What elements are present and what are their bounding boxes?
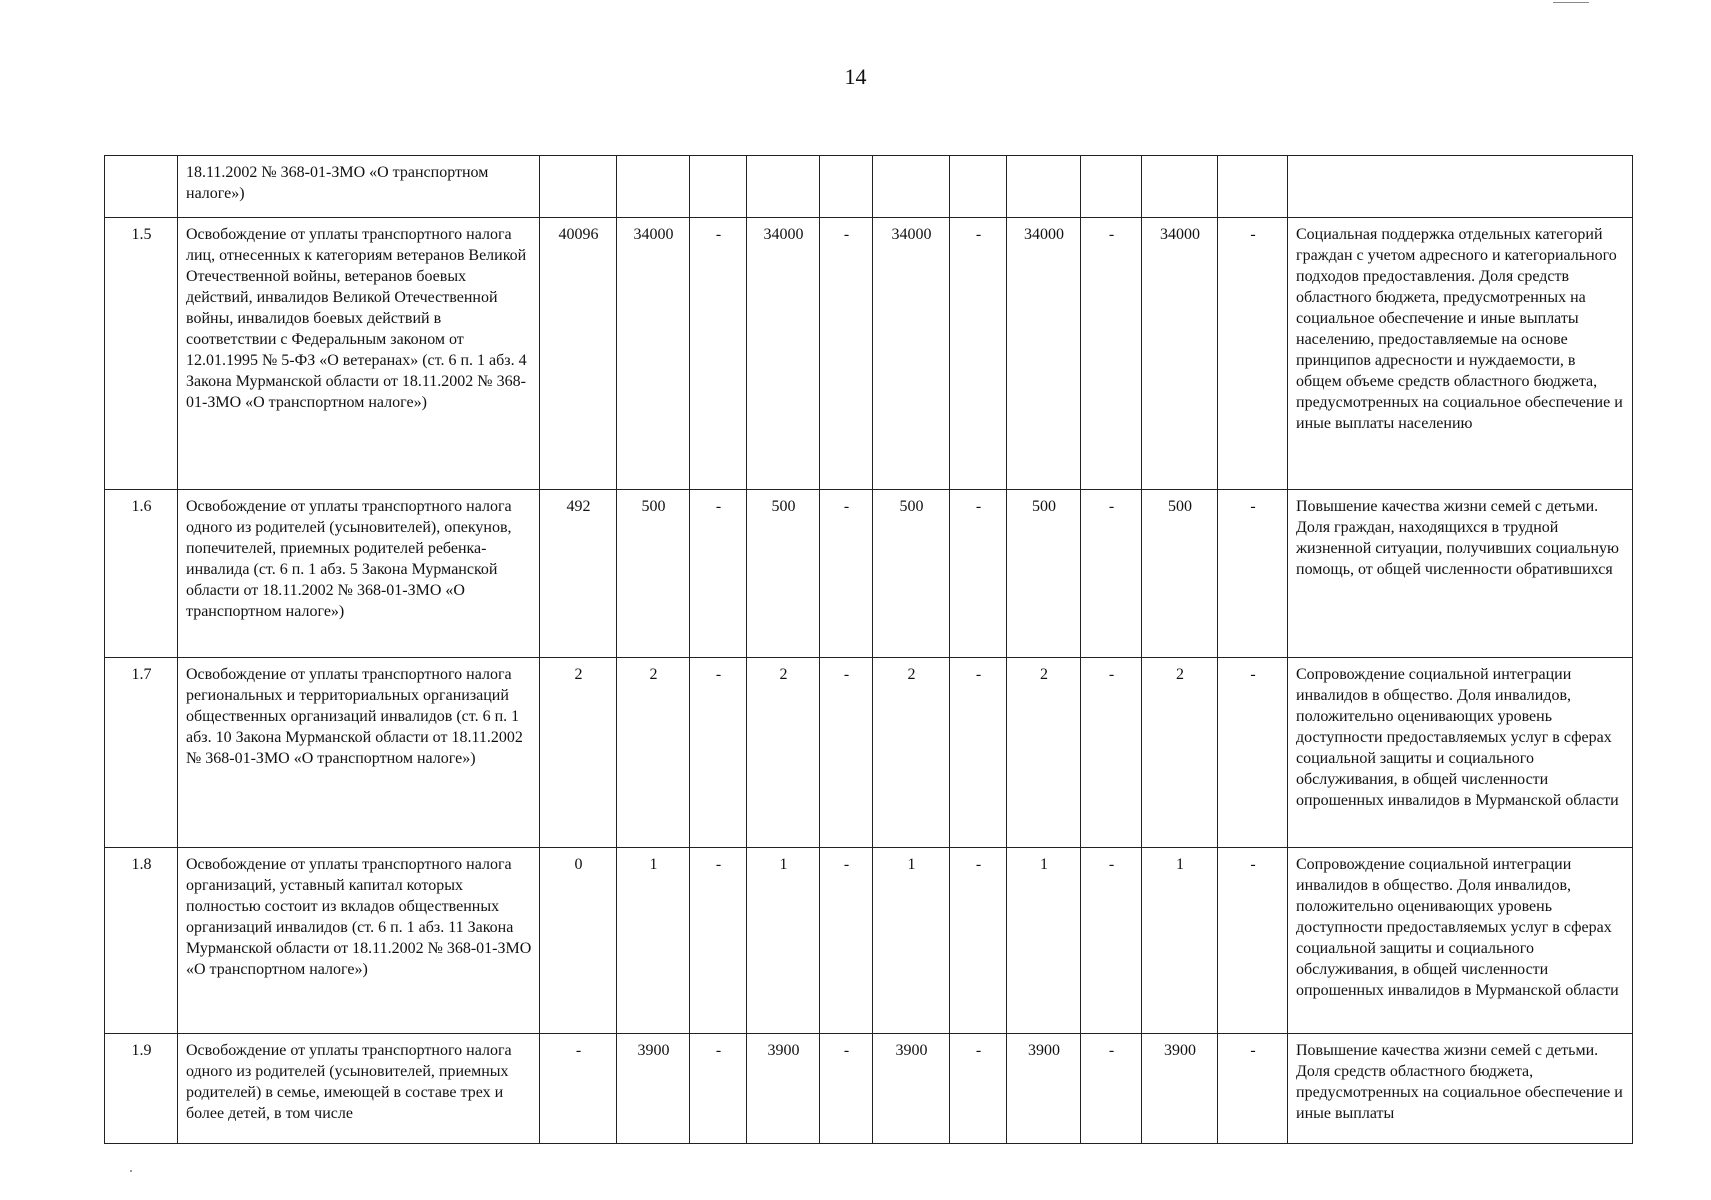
goal-indicator-cell <box>1288 156 1633 218</box>
value-2019-fact-cell: 0 <box>540 848 617 1034</box>
row-number-cell <box>105 156 178 218</box>
table-body <box>105 156 1633 1144</box>
value-2023-plan-cell: 500 <box>1007 490 1081 658</box>
row-number-cell: 1.5 <box>105 218 178 490</box>
value-2021-note-cell: - <box>820 1034 873 1144</box>
value-2019-fact-cell: 2 <box>540 658 617 848</box>
value-2020-note-cell: - <box>690 1034 747 1144</box>
table-row <box>105 658 1633 848</box>
value-2021-plan-cell: 500 <box>747 490 820 658</box>
row-number-cell: 1.8 <box>105 848 178 1034</box>
value-2022-note-cell: - <box>950 658 1007 848</box>
value-2024-note-cell: - <box>1218 658 1288 848</box>
value-2022-plan-cell: 1 <box>873 848 950 1034</box>
value-2020-note-cell: - <box>690 218 747 490</box>
value-2021-plan-cell <box>747 156 820 218</box>
value-2022-note-cell: - <box>950 490 1007 658</box>
value-2021-note-cell <box>820 156 873 218</box>
value-2020-note-cell: - <box>690 848 747 1034</box>
scan-dot <box>130 1170 132 1172</box>
scan-corner-mark <box>1553 2 1589 3</box>
benefit-description-cell: 18.11.2002 № 368-01-ЗМО «О транспортном налоге») <box>178 156 540 218</box>
value-2022-note-cell <box>950 156 1007 218</box>
row-number-cell: 1.7 <box>105 658 178 848</box>
value-2021-plan-cell: 2 <box>747 658 820 848</box>
value-2020-plan-cell: 500 <box>617 490 690 658</box>
value-2021-note-cell: - <box>820 490 873 658</box>
benefit-description-cell: Освобождение от уплаты транспортного налога региональных и территориальных организаций общественных организаций инвалидов (ст. 6 п. 1 абз. 10 Закона Мурманской области от 18.11.2002 № 368-01-ЗМО «О транспортном налоге») <box>178 658 540 848</box>
value-2022-note-cell: - <box>950 218 1007 490</box>
tax-benefits-table <box>104 155 1633 1144</box>
value-2023-note-cell: - <box>1081 218 1142 490</box>
row-number-cell: 1.9 <box>105 1034 178 1144</box>
value-2024-note-cell: - <box>1218 218 1288 490</box>
value-2024-plan-cell: 34000 <box>1142 218 1218 490</box>
benefit-description-cell: Освобождение от уплаты транспортного налога одного из родителей (усыновителей), опекунов, попечителей, приемных родителей ребенка-инвалида (ст. 6 п. 1 абз. 5 Закона Мурманской области от 18.11.2002 № 368-01-ЗМО «О транспортном налоге») <box>178 490 540 658</box>
value-2021-plan-cell: 1 <box>747 848 820 1034</box>
value-2022-plan-cell: 34000 <box>873 218 950 490</box>
value-2021-note-cell: - <box>820 848 873 1034</box>
value-2019-fact-cell: - <box>540 1034 617 1144</box>
value-2020-note-cell: - <box>690 490 747 658</box>
goal-indicator-cell: Сопровождение социальной интеграции инвалидов в общество. Доля инвалидов, положительно оценивающих уровень доступности предоставляемых услуг в сферах социальной защиты и социального обслуживания, в общей численности опрошенных инвалидов в Мурманской области <box>1288 658 1633 848</box>
value-2022-plan-cell <box>873 156 950 218</box>
goal-indicator-cell: Повышение качества жизни семей с детьми. Доля средств областного бюджета, предусмотренных на социальное обеспечение и иные выплаты <box>1288 1034 1633 1144</box>
value-2020-note-cell <box>690 156 747 218</box>
value-2021-note-cell: - <box>820 218 873 490</box>
value-2024-plan-cell: 3900 <box>1142 1034 1218 1144</box>
value-2024-plan-cell <box>1142 156 1218 218</box>
benefit-description-cell: Освобождение от уплаты транспортного налога одного из родителей (усыновителей, приемных родителей) в семье, имеющей в составе трех и более детей, в том числе <box>178 1034 540 1144</box>
value-2022-note-cell: - <box>950 1034 1007 1144</box>
value-2022-plan-cell: 3900 <box>873 1034 950 1144</box>
value-2021-plan-cell: 34000 <box>747 218 820 490</box>
value-2022-note-cell: - <box>950 848 1007 1034</box>
value-2022-plan-cell: 2 <box>873 658 950 848</box>
goal-indicator-cell: Социальная поддержка отдельных категорий граждан с учетом адресного и категориального подходов предоставления. Доля средств областного бюджета, предусмотренных на социальное обеспечение и иные выплаты населению, предоставляемые на основе принципов адресности и нуждаемости, в общем объеме средств областного бюджета, предусмотренных на социальное обеспечение и иные выплаты населению <box>1288 218 1633 490</box>
value-2020-plan-cell: 1 <box>617 848 690 1034</box>
table-row <box>105 848 1633 1034</box>
value-2023-plan-cell: 34000 <box>1007 218 1081 490</box>
value-2021-plan-cell: 3900 <box>747 1034 820 1144</box>
value-2020-plan-cell: 3900 <box>617 1034 690 1144</box>
value-2023-plan-cell: 2 <box>1007 658 1081 848</box>
value-2024-plan-cell: 500 <box>1142 490 1218 658</box>
table-row <box>105 1034 1633 1144</box>
value-2024-plan-cell: 1 <box>1142 848 1218 1034</box>
value-2022-plan-cell: 500 <box>873 490 950 658</box>
goal-indicator-cell: Повышение качества жизни семей с детьми. Доля граждан, находящихся в трудной жизненной ситуации, получивших социальную помощь, от общей численности обратившихся <box>1288 490 1633 658</box>
value-2023-note-cell: - <box>1081 658 1142 848</box>
value-2024-plan-cell: 2 <box>1142 658 1218 848</box>
value-2020-note-cell: - <box>690 658 747 848</box>
value-2023-plan-cell <box>1007 156 1081 218</box>
value-2021-note-cell: - <box>820 658 873 848</box>
goal-indicator-cell: Сопровождение социальной интеграции инвалидов в общество. Доля инвалидов, положительно оценивающих уровень доступности предоставляемых услуг в сферах социальной защиты и социального обслуживания, в общей численности опрошенных инвалидов в Мурманской области <box>1288 848 1633 1034</box>
benefit-description-cell: Освобождение от уплаты транспортного налога организаций, уставный капитал которых полностью состоит из вкладов общественных организаций инвалидов (ст. 6 п. 1 абз. 11 Закона Мурманской области от 18.11.2002 № 368-01-ЗМО «О транспортном налоге») <box>178 848 540 1034</box>
value-2019-fact-cell: 492 <box>540 490 617 658</box>
value-2024-note-cell: - <box>1218 848 1288 1034</box>
value-2020-plan-cell <box>617 156 690 218</box>
value-2023-note-cell: - <box>1081 1034 1142 1144</box>
value-2023-plan-cell: 3900 <box>1007 1034 1081 1144</box>
value-2023-note-cell <box>1081 156 1142 218</box>
benefit-description-cell: Освобождение от уплаты транспортного налога лиц, отнесенных к категориям ветеранов Великой Отечественной войны, ветеранов боевых действий, инвалидов Великой Отечественной войны, инвалидов боевых действий в соответствии с Федеральным законом от 12.01.1995 № 5-ФЗ «О ветеранах» (ст. 6 п. 1 абз. 4 Закона Мурманской области от 18.11.2002 № 368-01-ЗМО «О транспортном налоге») <box>178 218 540 490</box>
table-row <box>105 490 1633 658</box>
value-2019-fact-cell: 40096 <box>540 218 617 490</box>
value-2024-note-cell: - <box>1218 490 1288 658</box>
value-2020-plan-cell: 2 <box>617 658 690 848</box>
value-2023-note-cell: - <box>1081 848 1142 1034</box>
row-number-cell: 1.6 <box>105 490 178 658</box>
value-2024-note-cell <box>1218 156 1288 218</box>
page-number: 14 <box>844 64 867 89</box>
table-row <box>105 218 1633 490</box>
value-2023-plan-cell: 1 <box>1007 848 1081 1034</box>
value-2024-note-cell: - <box>1218 1034 1288 1144</box>
value-2019-fact-cell <box>540 156 617 218</box>
table-row <box>105 156 1633 218</box>
value-2020-plan-cell: 34000 <box>617 218 690 490</box>
value-2023-note-cell: - <box>1081 490 1142 658</box>
